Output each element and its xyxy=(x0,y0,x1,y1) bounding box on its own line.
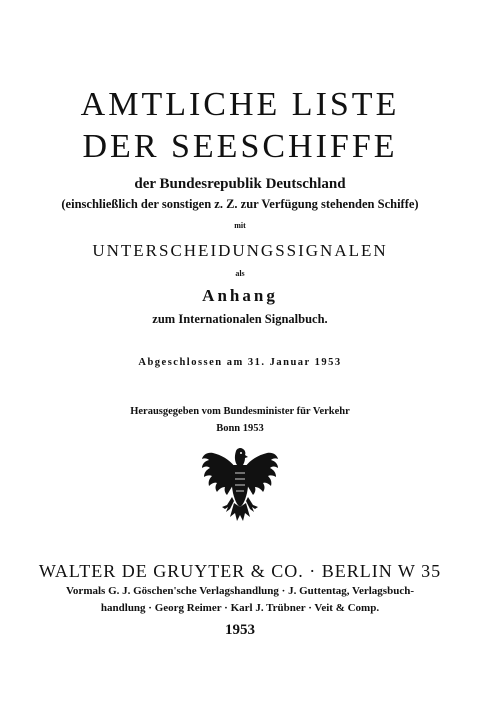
appendix-text: zum Internationalen Signalbuch. xyxy=(152,312,328,326)
editor-place-year: Bonn 1953 xyxy=(216,423,264,434)
main-title-line-1: AMTLICHE LISTE xyxy=(80,86,400,123)
main-title-line-2: DER SEESCHIFFE xyxy=(82,128,398,165)
editor-line: Herausgegeben vom Bundesminister für Verkehr xyxy=(130,406,350,417)
signals-heading: UNTERSCHEIDUNGSSIGNALEN xyxy=(92,241,388,260)
appendix-heading: Anhang xyxy=(202,286,278,305)
federal-eagle-icon xyxy=(199,445,281,533)
connector-mit: mit xyxy=(234,221,246,230)
connector-als: als xyxy=(235,269,245,278)
publisher-name: WALTER DE GRUYTER & CO. · BERLIN W 35 xyxy=(38,561,442,581)
publisher-history-line-2: handlung · Georg Reimer · Karl J. Trübner · Veit & Comp. xyxy=(100,602,380,614)
subtitle-line-1: der Bundesrepublik Deutschland xyxy=(134,176,346,192)
subtitle-line-2: (einschließlich der sonstigen z. Z. zur Verfügung stehenden Schiffe) xyxy=(61,197,419,211)
publication-year: 1953 xyxy=(225,622,255,638)
closing-date: Abgeschlossen am 31. Januar 1953 xyxy=(138,357,342,368)
publisher-history-line-1: Vormals G. J. Göschen'sche Verlagshandlung · J. Guttentag, Verlagsbuch- xyxy=(66,585,414,597)
